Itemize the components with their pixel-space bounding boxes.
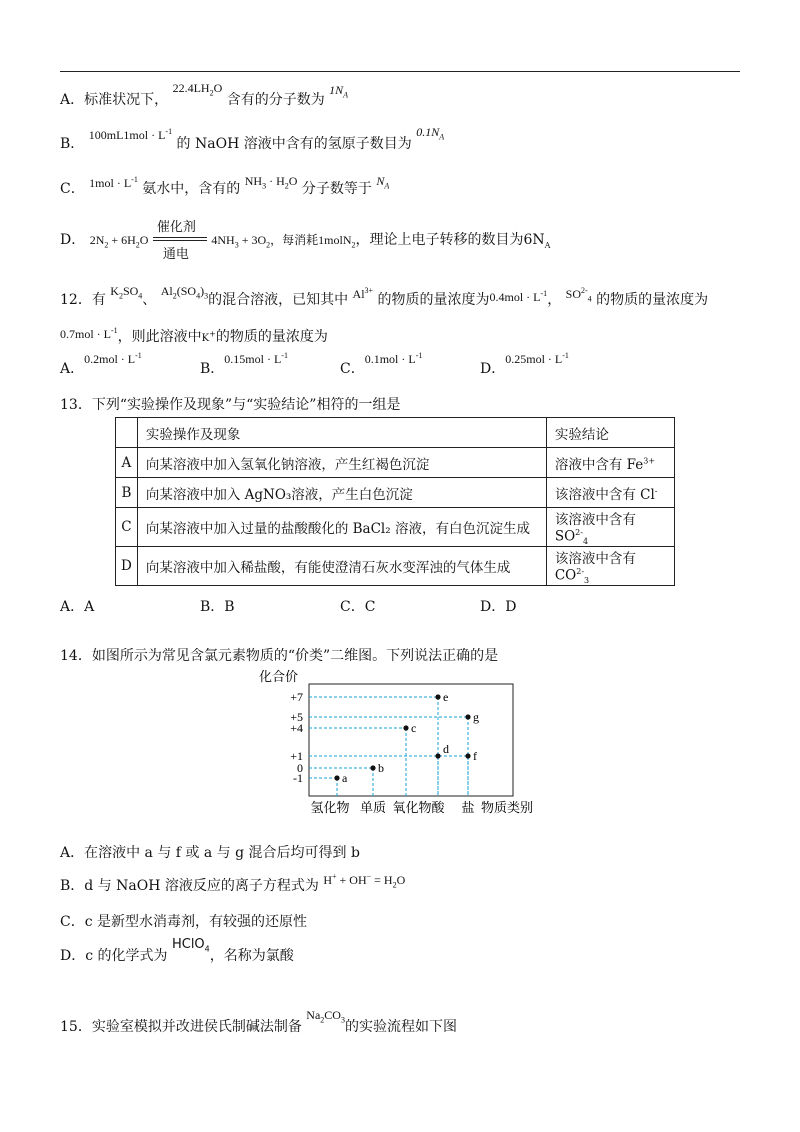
q12-option-d: D．$0.25mol \cdot L^{-1}$ — [480, 351, 569, 377]
q12-option-a: A．$0.2mol \cdot L^{-1}$ — [60, 351, 142, 377]
point-label: f — [473, 749, 477, 763]
data-point-f — [465, 753, 470, 758]
data-point-c — [403, 725, 408, 730]
data-point-b — [370, 765, 375, 770]
q13-stem: 13．下列“实验操作及现象”与“实验结论”相符的一组是 — [60, 397, 401, 413]
x-category-label: 酸 — [431, 801, 445, 816]
point-label: g — [473, 710, 479, 724]
reaction-arrow: 催化剂 通电 — [153, 233, 207, 247]
q11-option-b: B． $100mL1mol \cdot L^{-1}$ 的 NaOH 溶液中含有的氢原子数目为 $0.1N_A$ — [60, 125, 445, 152]
point-label: d — [443, 742, 449, 756]
x-category-label: 单质 — [359, 801, 387, 816]
data-point-a — [334, 775, 339, 780]
data-point-e — [435, 694, 440, 699]
x-axis-title: 物质类别 — [481, 801, 534, 816]
q12-option-c: C．$0.1mol \cdot L^{-1}$ — [340, 351, 423, 377]
table-header-row: 实验操作及现象 实验结论 — [116, 418, 675, 448]
y-axis-title: 化合价 — [259, 670, 299, 685]
table-row: B 向某溶液中加入 AgNO₃溶液，产生白色沉淀 该溶液中含有 Cl- — [116, 478, 675, 508]
q11-option-a: A．标准状况下， $22.4LH_2O$ 含有的分子数为 $1N_A$ — [60, 81, 349, 108]
q13-answer-b: B．B — [200, 599, 235, 615]
q14-option-b: B．d 与 NaOH 溶液反应的离子方程式为 $H^+ + OH^- = H_2O$ — [60, 872, 406, 894]
q14-option-c: C．c 是新型水消毒剂，有较强的还原性 — [60, 914, 308, 930]
y-tick-label: +7 — [290, 690, 303, 704]
y-tick-label: 0 — [297, 761, 303, 775]
header-rule — [60, 71, 740, 72]
q12-stem-line2: $0.7mol \cdot L^{-1}$，则此溶液中K+的物质的量浓度为 — [60, 326, 328, 345]
q13-answer-d: D．D — [480, 599, 517, 615]
q11-option-c: C． $1mol \cdot L^{-1}$ 氨水中，含有的 $NH_3 \cdot H_2O$ 分子数等于 $N_A$ — [60, 174, 390, 197]
q11-option-d: D． $2N_2 + 6H_2O$ 催化剂 通电 $4NH_3 + 3O_2$，每消耗1molN$_2$，理论上电子转移的数目为$6N_A$ — [60, 220, 551, 262]
y-tick-label: +4 — [290, 721, 303, 735]
data-point-d — [435, 753, 440, 758]
q14-stem: 14．如图所示为常见含氯元素物质的“价类”二维图。下列说法正确的是 — [60, 648, 499, 664]
table-row: C 向某溶液中加入过量的盐酸酸化的 BaCl₂ 溶液，有白色沉淀生成 该溶液中含有 $SO^{2-}_4$ — [116, 508, 675, 547]
x-category-label: 氢化物 — [310, 801, 350, 816]
point-label: e — [443, 690, 449, 704]
q13-answer-c: C．C — [340, 599, 376, 615]
table-row: A 向某溶液中加入氢氧化钠溶液，产生红褐色沉淀 溶液中含有 $Fe^{3+}$ — [116, 448, 675, 478]
q14-option-a: A．在溶液中 a 与 f 或 a 与 g 混合后均可得到 b — [60, 845, 360, 861]
y-tick-label: +5 — [290, 710, 303, 724]
q12-option-b: B．$0.15mol \cdot L^{-1}$ — [200, 351, 288, 377]
q14-option-d: D．c 的化学式为 HClO$_4$，名称为氯酸 — [60, 937, 294, 964]
valence-class-chart — [255, 668, 535, 818]
q12-stem-line1: 12．有 $K_2SO_4$、 $Al_2(SO_4)_3$的混合溶液，已知其中 $Al^{3+}$ 的物质的量浓度为$0.4mol \cdot L^{-1}$， $SO^{2-}_4$ 的物质的量浓度为 — [60, 284, 709, 308]
point-label: a — [342, 771, 348, 785]
x-category-label: 氧化物 — [392, 801, 432, 816]
data-point-g — [465, 714, 470, 719]
q13-answer-a: A．A — [60, 599, 95, 615]
y-tick-label: -1 — [293, 771, 303, 785]
q15-stem: 15．实验室模拟并改进侯氏制碱法制备 $Na_2CO_3$的实验流程如下图 — [60, 1008, 457, 1035]
plot-frame — [309, 684, 513, 796]
table-row: D 向某溶液中加入稀盐酸，有能使澄清石灰水变浑浊的气体生成 该溶液中含有 $CO^{2-}_3$ — [116, 547, 675, 586]
x-category-label: 盐 — [461, 801, 475, 816]
point-label: b — [378, 761, 384, 775]
experiment-table — [115, 417, 675, 586]
y-tick-label: +1 — [290, 749, 303, 763]
point-label: c — [411, 721, 417, 735]
